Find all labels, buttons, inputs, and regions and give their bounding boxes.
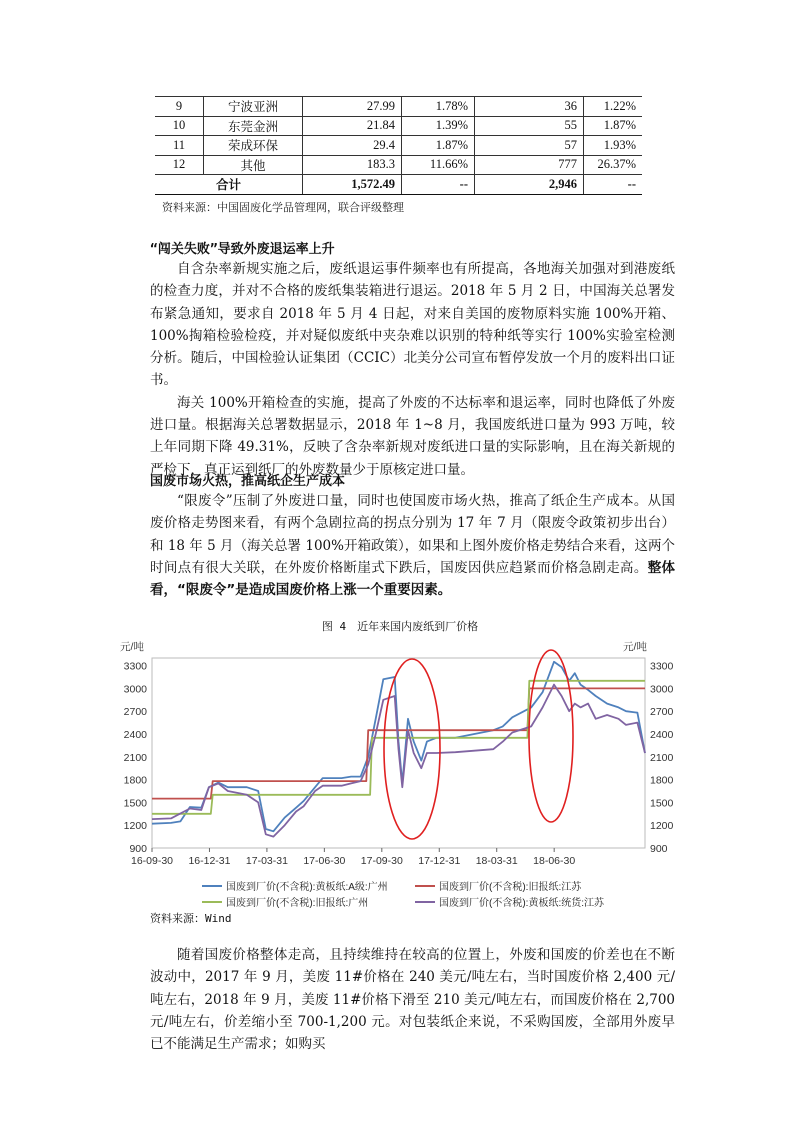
section1-body	[150, 258, 675, 481]
x-tick-label: 16-12-31	[188, 855, 231, 867]
table-cell: 12	[155, 155, 204, 175]
table-cell: 9	[155, 97, 204, 117]
table-cell: 55	[475, 116, 584, 136]
paragraph-text: “限废令”压制了外废进口量，同时也使国废市场火热，推高了纸企生产成本。从国废价格走势图来看，有两个急剧拉高的拐点分别为 17 年 7 月（限废令政策初步出台）和 18 年 5 月（海关总署 100%开箱政策），如果和上图外废价格走势结合来看，这两个时间点有很大关联，在外废价格断崖式下跌后，国废因供应趋紧而价格急剧走高。	[150, 493, 675, 576]
figure-caption: 图 4 近年来国内废纸到厂价格	[321, 620, 479, 633]
y-tick-label-right: 2700	[650, 706, 674, 719]
table-cell: 777	[475, 155, 584, 175]
highlight-ellipse	[529, 650, 573, 822]
table-row	[155, 116, 642, 136]
section2-body	[150, 490, 675, 601]
y-tick-label-left: 2700	[123, 706, 147, 719]
x-tick-label: 17-12-31	[418, 855, 461, 867]
y-tick-label-right: 3300	[650, 660, 674, 673]
table-cell: 36	[475, 97, 584, 117]
y-tick-label-left: 1500	[123, 797, 147, 810]
paragraph: 海关 100%开箱检查的实施，提高了外废的不达标率和退运率，同时也降低了外废进口量。根据海关总署数据显示，2018 年 1~8 月，我国废纸进口量为 993 万吨，较上年同期下降 49.31%，反映了含杂率新规对废纸进口量的实际影响，且在海关新规的严检下，真正运到纸厂的外废数量少于原核定进口量。	[150, 394, 675, 478]
table-cell: 1.22%	[584, 97, 643, 117]
table-row	[155, 97, 642, 117]
y-tick-label-right: 2100	[650, 751, 674, 764]
y-axis-unit-left: 元/吨	[120, 641, 144, 653]
y-tick-label-left: 900	[129, 843, 147, 855]
section3-body	[150, 944, 675, 1055]
y-tick-label-left: 2100	[123, 751, 147, 764]
table-row	[155, 136, 642, 156]
y-tick-label-left: 1200	[123, 820, 147, 833]
y-tick-label-right: 2400	[650, 729, 674, 741]
table-cell: 1.39%	[402, 116, 475, 136]
line-chart	[110, 636, 680, 911]
table-cell: 1.93%	[584, 136, 643, 156]
legend-label: 国废到厂价(不含税):黄板纸:统货:江苏	[439, 898, 604, 909]
legend-label: 国废到厂价(不含税):黄板纸:A级:广州	[226, 882, 388, 893]
table-cell: 其他	[204, 155, 303, 175]
table-row	[155, 155, 642, 175]
x-tick-label: 18-03-31	[475, 855, 518, 867]
y-tick-label-right: 3000	[650, 683, 674, 696]
y-axis-unit-right: 元/吨	[623, 641, 647, 653]
table-source: 资料来源：中国固废化学品管理网，联合评级整理	[162, 201, 404, 214]
paragraph: 自含杂率新规实施之后，废纸退运事件频率也有所提高，各地海关加强对到港废纸的检查力度，并对不合格的废纸集装箱进行退运。2018 年 5 月 2 日，中国海关总署发布紧急通知，要求自 2018 年 5 月 4 日起，对来自美国的废物原料实施 100%开箱、100%掏箱检验检疫，并对疑似废纸中夹杂难以识别的特种纸等实行 100%实验室检测分析。随后，中国检验认证集团（CCIC）北美分公司宣布暂停发放一个月的废料出口证书。	[150, 261, 675, 389]
table-cell: 11	[155, 136, 204, 156]
table-cell: --	[584, 175, 643, 195]
y-tick-label-right: 1800	[650, 774, 674, 787]
table-cell: 1.87%	[402, 136, 475, 156]
paragraph	[150, 490, 675, 601]
table-total-row	[155, 175, 642, 195]
x-tick-label: 16-09-30	[130, 855, 174, 867]
table-cell: 21.84	[303, 116, 402, 136]
legend-label: 国废到厂价(不含税):旧报纸:广州	[226, 898, 369, 909]
y-tick-label-left: 3000	[123, 683, 147, 696]
table-cell: 29.4	[303, 136, 402, 156]
table-cell: 1,572.49	[303, 175, 402, 195]
y-tick-label-left: 1800	[123, 774, 147, 787]
table-cell: 57	[475, 136, 584, 156]
y-tick-label-left: 2400	[123, 729, 147, 741]
y-tick-label-right: 900	[650, 843, 668, 855]
y-tick-label-right: 1200	[650, 820, 674, 833]
figure-source: 资料来源：Wind	[150, 912, 232, 925]
x-tick-label: 17-09-30	[360, 855, 403, 867]
table-cell: 宁波亚洲	[204, 97, 303, 117]
table-cell: 1.78%	[402, 97, 475, 117]
table-cell: 东莞金洲	[204, 116, 303, 136]
paragraph: 随着国废价格整体走高，且持续维持在较高的位置上，外废和国废的价差也在不断波动中，2017 年 9 月，美废 11#价格在 240 美元/吨左右，当时国废价格 2,400 元/吨左右，2018 年 9 月，美废 11#价格下滑至 210 美元/吨左右，而国废价格在 2,700 元/吨左右，价差缩小至 700-1,200 元。对包装纸企来说，不采购国废，全部用外废早已不能满足生产需求；如购买	[150, 947, 675, 1053]
table-cell: 1.87%	[584, 116, 643, 136]
table-cell: 183.3	[303, 155, 402, 175]
table-cell: 荣成环保	[204, 136, 303, 156]
table-cell: 26.37%	[584, 155, 643, 175]
legend-label: 国废到厂价(不含税):旧报纸:江苏	[439, 882, 582, 893]
table-cell: 10	[155, 116, 204, 136]
y-tick-label-right: 1500	[650, 797, 674, 810]
x-tick-label: 18-06-30	[533, 855, 576, 867]
x-tick-label: 17-06-30	[303, 855, 346, 867]
table-cell: 2,946	[475, 175, 584, 195]
table-cell: --	[402, 175, 475, 195]
table-cell: 11.66%	[402, 155, 475, 175]
table-cell: 合计	[155, 175, 303, 195]
data-table	[155, 96, 642, 195]
table-cell: 27.99	[303, 97, 402, 117]
paragraph-bold-text: 整体看，“限废令”是造成国废价格上涨一个重要因素。	[150, 559, 676, 599]
x-tick-label: 17-03-31	[245, 855, 288, 867]
y-tick-label-left: 3300	[123, 660, 147, 673]
section-heading: “闯关失败”导致外废退运率上升	[150, 242, 335, 257]
section-heading: 国废市场火热，推高纸企生产成本	[150, 474, 346, 489]
